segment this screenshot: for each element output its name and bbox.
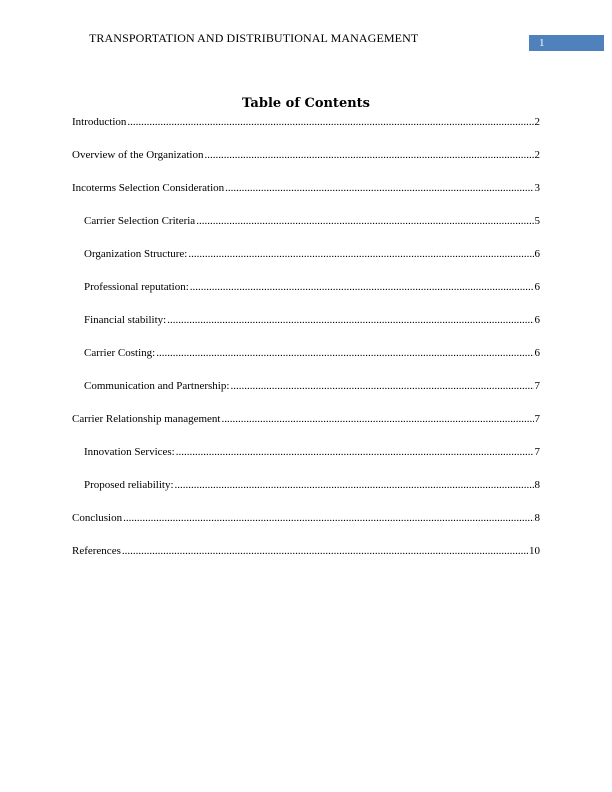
toc-entry-carrier-costing[interactable] <box>72 346 540 379</box>
toc-entry-financial-stability[interactable] <box>72 313 540 346</box>
toc-entry-page: 2 <box>534 149 540 161</box>
toc-entry-page: 8 <box>534 479 540 491</box>
table-of-contents <box>72 115 540 577</box>
toc-entry-organization-structure[interactable] <box>72 247 540 280</box>
toc-entry-page: 7 <box>534 413 540 425</box>
toc-entry-proposed-reliability[interactable] <box>72 478 540 511</box>
toc-entry-page: 6 <box>534 281 540 293</box>
toc-entry-page: 5 <box>534 215 540 227</box>
toc-entry-title: Innovation Services: <box>84 446 175 458</box>
toc-entry-title: Introduction <box>72 116 127 128</box>
toc-dot-leader <box>230 379 533 393</box>
toc-entry-conclusion[interactable] <box>72 511 540 544</box>
toc-entry-title: Incoterms Selection Consideration <box>72 182 225 194</box>
toc-entry-overview[interactable] <box>72 148 540 181</box>
toc-entry-page: 3 <box>534 182 540 194</box>
toc-entry-communication-partnership[interactable] <box>72 379 540 412</box>
toc-entry-professional-reputation[interactable] <box>72 280 540 313</box>
toc-entry-introduction[interactable] <box>72 115 540 148</box>
toc-entry-title: Conclusion <box>72 512 123 524</box>
toc-entry-page: 6 <box>534 314 540 326</box>
toc-entry-title: Proposed reliability: <box>84 479 174 491</box>
toc-entry-incoterms[interactable] <box>72 181 540 214</box>
toc-entry-page: 7 <box>534 446 540 458</box>
toc-entry-page: 8 <box>534 512 540 524</box>
toc-entry-title: Overview of the Organization <box>72 149 204 161</box>
toc-dot-leader <box>156 346 533 360</box>
toc-entry-title: References <box>72 545 121 557</box>
page-number-badge <box>529 35 604 51</box>
toc-entry-references[interactable] <box>72 544 540 577</box>
toc-dot-leader <box>221 412 533 426</box>
running-header-title: TRANSPORTATION AND DISTRIBUTIONAL MANAGEMENT <box>89 31 419 45</box>
toc-entry-carrier-relationship-management[interactable] <box>72 412 540 445</box>
toc-entry-page: 10 <box>529 545 540 557</box>
toc-dot-leader <box>123 511 533 525</box>
toc-entry-title: Communication and Partnership: <box>84 380 230 392</box>
toc-entry-innovation-services[interactable] <box>72 445 540 478</box>
toc-heading: Table of Contents <box>242 96 370 111</box>
toc-entry-title: Carrier Relationship management <box>72 413 221 425</box>
toc-entry-title: Professional reputation: <box>84 281 189 293</box>
toc-dot-leader <box>190 280 534 294</box>
toc-entry-title: Carrier Costing: <box>84 347 156 359</box>
toc-dot-leader <box>175 478 534 492</box>
toc-dot-leader <box>167 313 533 327</box>
page-number: 1 <box>539 37 545 49</box>
toc-entry-title: Organization Structure: <box>84 248 188 260</box>
toc-entry-carrier-selection-criteria[interactable] <box>72 214 540 247</box>
toc-entry-page: 7 <box>534 380 540 392</box>
toc-dot-leader <box>122 544 528 558</box>
toc-entry-page: 6 <box>534 347 540 359</box>
toc-dot-leader <box>204 148 533 162</box>
toc-dot-leader <box>127 115 533 129</box>
toc-dot-leader <box>188 247 533 261</box>
toc-entry-title: Carrier Selection Criteria <box>84 215 196 227</box>
toc-entry-page: 2 <box>534 116 540 128</box>
toc-dot-leader <box>196 214 533 228</box>
toc-dot-leader <box>225 181 533 195</box>
toc-dot-leader <box>176 445 534 459</box>
toc-entry-title: Financial stability: <box>84 314 167 326</box>
toc-entry-page: 6 <box>534 248 540 260</box>
